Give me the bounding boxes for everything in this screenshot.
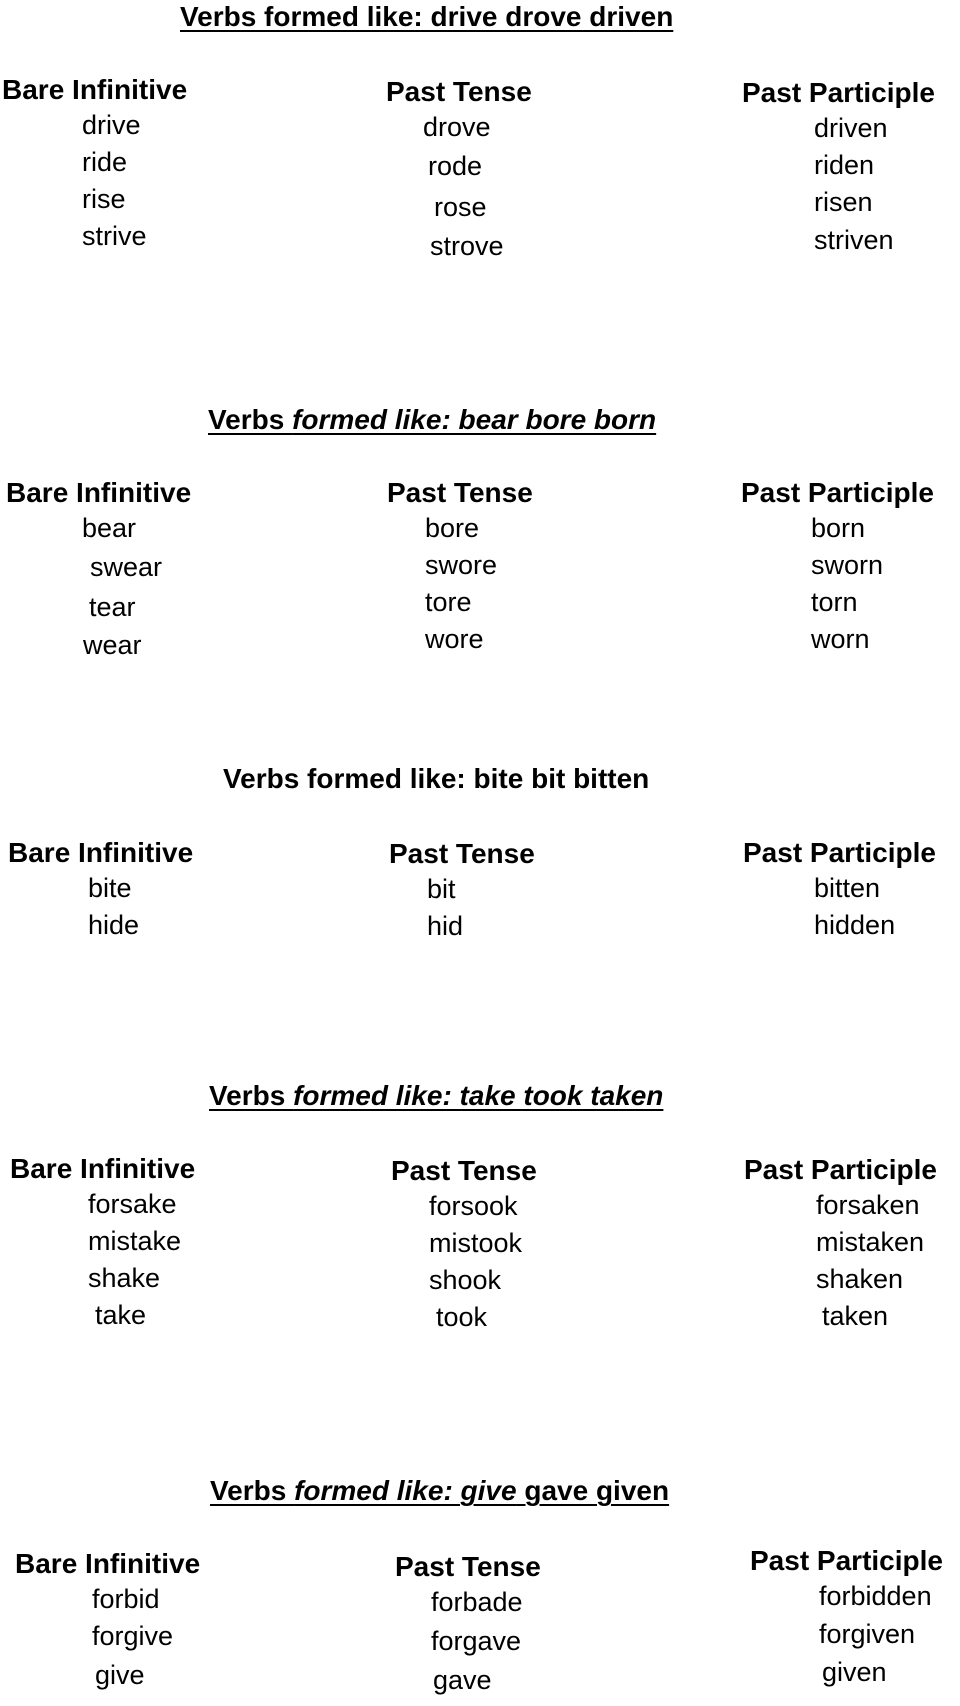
- infinitive-cell: wear: [83, 630, 142, 660]
- past-tense-cell: mistook: [429, 1228, 523, 1258]
- participle-cell: forbidden: [819, 1581, 932, 1611]
- past-tense-cell: rode: [428, 151, 483, 181]
- participle-column: [743, 837, 936, 947]
- infinitive-column: [6, 477, 191, 665]
- infinitive-column: [8, 837, 193, 947]
- infinitive-column: [2, 74, 187, 262]
- past-tense-column: [387, 477, 533, 665]
- group-title: [223, 763, 649, 795]
- participle-header: Past Participle: [743, 837, 936, 868]
- past-tense-header: Past Tense: [389, 838, 535, 869]
- infinitive-cell: strive: [82, 221, 147, 251]
- group-title-text: Verbs: [208, 404, 293, 435]
- group-title-italic: formed like: take took taken: [293, 1080, 664, 1111]
- group-title: [210, 1475, 669, 1507]
- infinitive-cell: hide: [88, 910, 140, 940]
- past-tense-cell: shook: [429, 1265, 502, 1295]
- past-tense-cell: took: [436, 1302, 488, 1332]
- past-tense-cell: drove: [423, 112, 491, 142]
- participle-column: [744, 1154, 937, 1342]
- past-tense-cell: strove: [430, 231, 504, 261]
- group-title-italic: formed like: give: [294, 1475, 517, 1506]
- past-tense-column: [389, 838, 535, 948]
- infinitive-column: [10, 1153, 195, 1341]
- past-tense-column: [395, 1551, 541, 1700]
- participle-column: [741, 477, 934, 665]
- group-title: [209, 1080, 663, 1112]
- infinitive-header: Bare Infinitive: [8, 837, 194, 868]
- participle-cell: risen: [814, 187, 873, 217]
- past-tense-header: Past Tense: [387, 477, 533, 508]
- participle-cell: striven: [814, 225, 894, 255]
- participle-column: [750, 1545, 943, 1694]
- infinitive-cell: forsake: [88, 1189, 177, 1219]
- participle-cell: bitten: [814, 873, 881, 903]
- participle-cell: driven: [814, 113, 888, 143]
- infinitive-cell: bear: [82, 513, 137, 543]
- past-tense-cell: rose: [434, 192, 487, 222]
- past-tense-cell: forsook: [429, 1191, 518, 1221]
- infinitive-header: Bare Infinitive: [15, 1548, 201, 1579]
- infinitive-cell: take: [95, 1300, 147, 1330]
- participle-cell: mistaken: [816, 1227, 925, 1257]
- participle-cell: given: [822, 1657, 887, 1687]
- infinitive-column: [15, 1548, 200, 1697]
- infinitive-cell: give: [95, 1660, 145, 1690]
- past-tense-cell: bore: [425, 513, 480, 543]
- group-title-text-end: gave given: [516, 1475, 670, 1506]
- participle-cell: taken: [822, 1301, 889, 1331]
- participle-header: Past Participle: [742, 77, 935, 108]
- group-title: [180, 1, 673, 33]
- participle-header: Past Participle: [750, 1545, 943, 1576]
- past-tense-column: [386, 76, 532, 264]
- past-tense-cell: hid: [427, 911, 464, 941]
- infinitive-cell: forbid: [92, 1584, 160, 1614]
- infinitive-cell: swear: [90, 552, 163, 582]
- infinitive-cell: rise: [82, 184, 126, 214]
- infinitive-header: Bare Infinitive: [2, 74, 188, 105]
- past-tense-cell: swore: [425, 550, 498, 580]
- participle-column: [742, 77, 935, 265]
- infinitive-cell: ride: [82, 147, 128, 177]
- past-tense-cell: wore: [425, 624, 484, 654]
- past-tense-cell: gave: [433, 1665, 492, 1695]
- infinitive-cell: shake: [88, 1263, 161, 1293]
- participle-cell: riden: [814, 150, 875, 180]
- participle-cell: forsaken: [816, 1190, 920, 1220]
- past-tense-cell: forgave: [431, 1626, 522, 1656]
- group-title-text: Verbs: [210, 1475, 295, 1506]
- participle-cell: shaken: [816, 1264, 904, 1294]
- past-tense-column: [391, 1155, 537, 1343]
- group-title-text: Verbs formed like: drive drove driven: [180, 1, 674, 32]
- group-title-italic: formed like: bear bore born: [292, 404, 657, 435]
- participle-cell: forgiven: [819, 1619, 916, 1649]
- participle-cell: born: [811, 513, 866, 543]
- past-tense-header: Past Tense: [386, 76, 532, 107]
- infinitive-cell: tear: [89, 592, 136, 622]
- participle-cell: worn: [811, 624, 870, 654]
- infinitive-header: Bare Infinitive: [10, 1153, 196, 1184]
- participle-cell: hidden: [814, 910, 896, 940]
- participle-cell: torn: [811, 587, 858, 617]
- past-tense-header: Past Tense: [391, 1155, 537, 1186]
- group-title-text: Verbs formed like: bite bit bitten: [223, 763, 650, 794]
- infinitive-cell: drive: [82, 110, 141, 140]
- participle-cell: sworn: [811, 550, 884, 580]
- participle-header: Past Participle: [744, 1154, 937, 1185]
- past-tense-cell: tore: [425, 587, 472, 617]
- group-title: [208, 404, 656, 436]
- past-tense-cell: bit: [427, 874, 456, 904]
- participle-header: Past Participle: [741, 477, 934, 508]
- past-tense-header: Past Tense: [395, 1551, 541, 1582]
- infinitive-cell: forgive: [92, 1621, 174, 1651]
- past-tense-cell: forbade: [431, 1587, 523, 1617]
- infinitive-cell: mistake: [88, 1226, 182, 1256]
- group-title-text: Verbs: [209, 1080, 294, 1111]
- infinitive-cell: bite: [88, 873, 132, 903]
- infinitive-header: Bare Infinitive: [6, 477, 192, 508]
